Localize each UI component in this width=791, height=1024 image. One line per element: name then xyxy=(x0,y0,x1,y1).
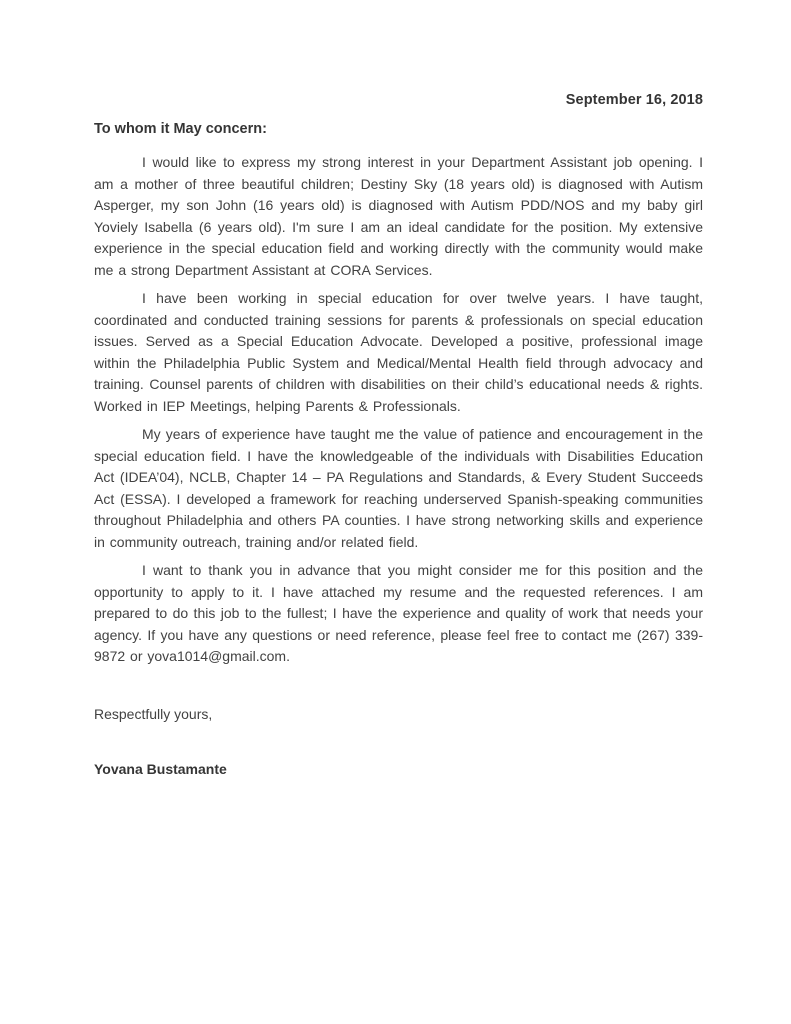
letter-date: September 16, 2018 xyxy=(565,92,703,108)
letter-signature-name: Yovana Bustamante xyxy=(94,761,227,777)
letter-paragraph-4: I want to thank you in advance that you might consider me for this position and the opportunity to apply to it. I have attached my resume and the requested references. I am prepared to do this job to the fullest; I have the experience and quality of work that needs your agency. If you have any questions or need reference, please feel free to contact me (267) 339-9872 or yova1014@gmail.com. xyxy=(94,562,703,664)
letter-closing: Respectfully yours, xyxy=(94,705,213,722)
letter-paragraph-3: My years of experience have taught me the value of patience and encouragement in the special education field. I have the knowledgeable of the individuals with Disabilities Education Act (IDEA’04), NCLB, Chapter 14 – PA Regulations and Standards, & Every Student Succeeds Act (ESSA). I developed a framework for reaching underserved Spanish-speaking communities throughout Philadelphia and others PA counties. I have strong networking skills and experience in community outreach, training and/or related field. xyxy=(94,426,703,550)
letter-salutation: To whom it May concern: xyxy=(94,121,267,137)
letter-paragraph-2: I have been working in special education for over twelve years. I have taught, coordinated and conducted training sessions for parents & professionals on special education issues. Served as a Special Education Advocate. Developed a positive, professional image within the Philadelphia Public System and Medical/Mental Health field through advocacy and training. Counsel parents of children with disabilities on their child’s educational needs & rights. Worked in IEP Meetings, helping Parents & Professionals. xyxy=(94,290,703,414)
letter-paragraph-1: I would like to express my strong interest in your Department Assistant job opening. I am a mother of three beautiful children; Destiny Sky (18 years old) is diagnosed with Autism Asperger, my son John (16 years old) is diagnosed with Autism PDD/NOS and my baby girl Yoviely Isabella (6 years old). I'm sure I am an ideal candidate for the position. My extensive experience in the special education field and working directly with the community would make me a strong Department Assistant at CORA Services. xyxy=(94,154,703,278)
